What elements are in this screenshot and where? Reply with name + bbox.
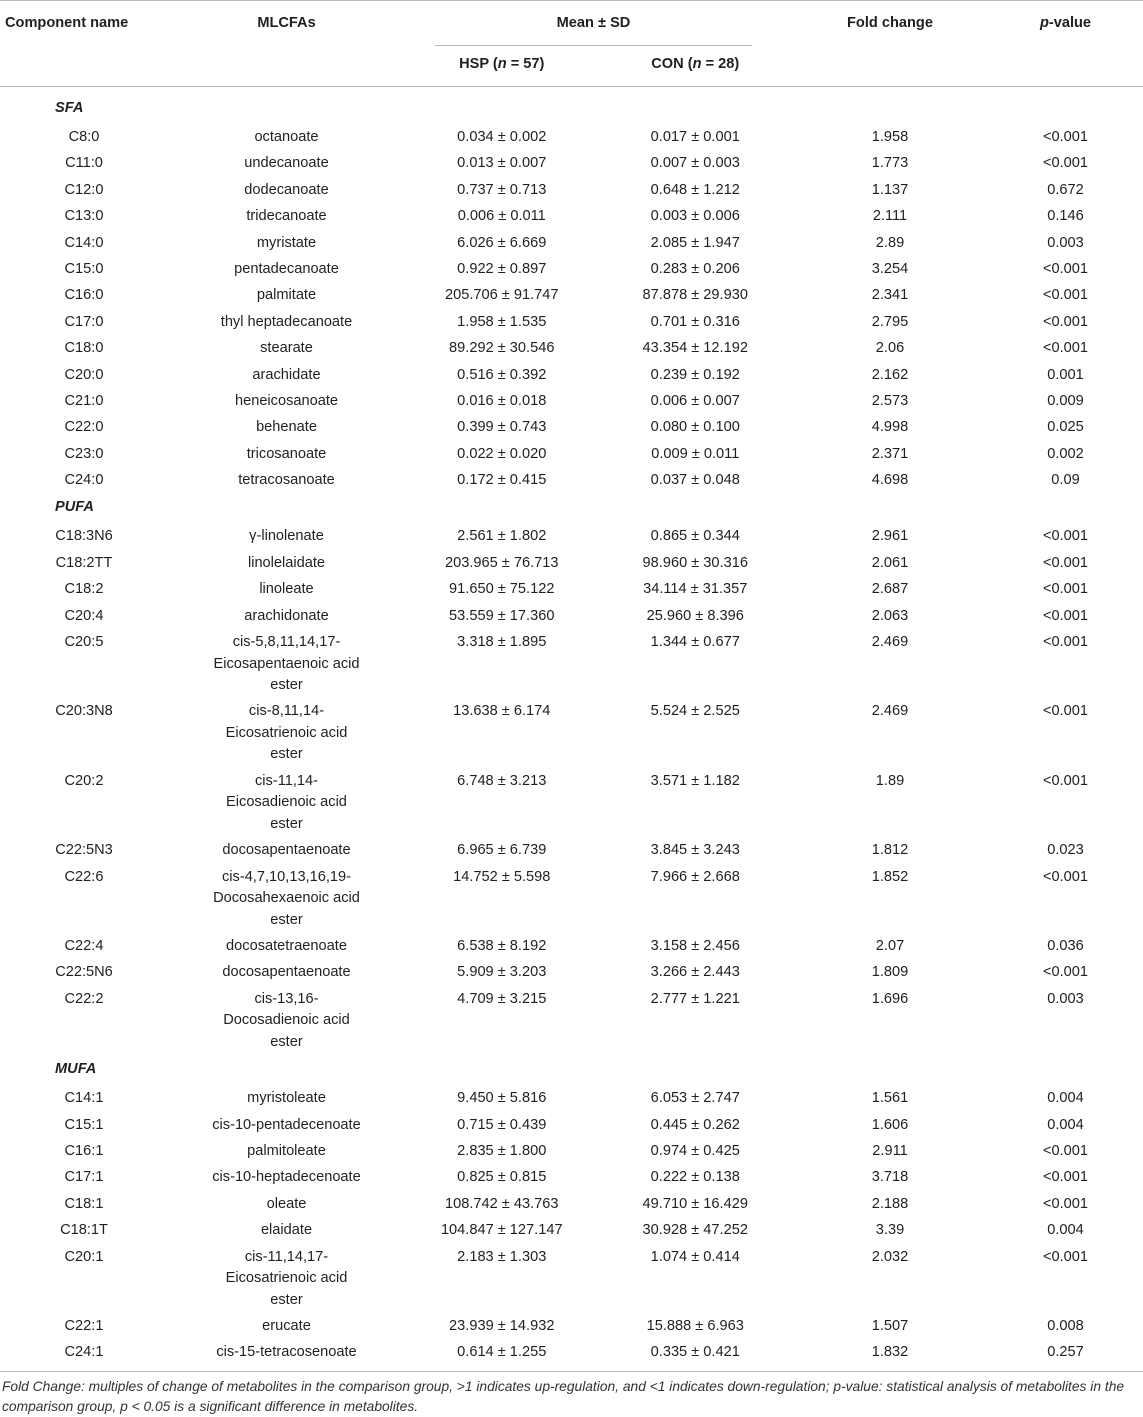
cell-hsp: 0.013 ± 0.007	[457, 155, 547, 172]
cell-fold-change: 1.561	[871, 1090, 909, 1107]
header-component: Component name	[5, 15, 129, 31]
cell-mlcfa: docosapentaenoate	[222, 842, 351, 859]
cell-mlcfa: dodecanoate	[244, 181, 329, 198]
table-row	[0, 413, 1143, 439]
cell-fold-change: 3.254	[871, 260, 909, 277]
cell-con: 0.648 ± 1.212	[650, 181, 740, 198]
table-row	[0, 440, 1143, 466]
cell-con: 34.114 ± 31.357	[643, 581, 748, 598]
cell-con: 0.017 ± 0.001	[650, 129, 740, 145]
cell-p-value: <0.001	[1042, 772, 1089, 789]
cell-component: C18:1T	[60, 1222, 108, 1239]
table-row	[0, 308, 1143, 334]
cell-mlcfa: pentadecanoate	[234, 260, 339, 277]
cell-hsp: 203.965 ± 76.713	[444, 554, 559, 571]
cell-p-value: <0.001	[1042, 528, 1089, 545]
cell-fold-change: 3.718	[871, 1169, 909, 1186]
subheader-row	[0, 46, 1143, 87]
cell-hsp: 2.561 ± 1.802	[457, 528, 547, 545]
cell-fold-change: 1.832	[871, 1344, 909, 1361]
cell-mlcfa: cis-4,7,10,13,16,19- Docosahexaenoic acid ester	[213, 868, 360, 928]
cell-component: C14:1	[64, 1090, 104, 1107]
header-p-value-label: p-value	[1039, 15, 1092, 31]
cell-hsp: 0.614 ± 1.255	[457, 1344, 547, 1361]
cell-component: C18:2TT	[55, 554, 113, 571]
cell-p-value: 0.257	[1047, 1344, 1084, 1361]
cell-p-value: 0.003	[1047, 990, 1084, 1007]
cell-mlcfa: arachidonate	[244, 607, 329, 624]
cell-hsp: 0.006 ± 0.011	[457, 208, 546, 225]
cell-p-value: <0.001	[1042, 607, 1089, 624]
table-row	[0, 1111, 1143, 1137]
cell-con: 25.960 ± 8.396	[646, 607, 744, 624]
cell-component: C11:0	[65, 155, 103, 172]
header-fold-change: Fold change	[847, 15, 933, 31]
cell-hsp: 0.516 ± 0.392	[457, 366, 547, 383]
table-row	[0, 836, 1143, 862]
cell-hsp: 6.026 ± 6.669	[457, 234, 547, 251]
cell-hsp: 0.034 ± 0.002	[457, 129, 547, 145]
cell-mlcfa: cis-8,11,14- Eicosatrienoic acid ester	[225, 703, 348, 763]
cell-component: C14:0	[64, 234, 104, 251]
cell-con: 98.960 ± 30.316	[642, 554, 748, 571]
table-row	[0, 149, 1143, 175]
cell-mlcfa: linoleate	[259, 581, 314, 598]
cell-hsp: 104.847 ± 127.147	[440, 1222, 563, 1239]
cell-con: 0.009 ± 0.011	[651, 445, 740, 462]
cell-con: 49.710 ± 16.429	[642, 1195, 748, 1212]
cell-hsp: 13.638 ± 6.174	[453, 703, 551, 720]
table-row	[0, 1312, 1143, 1338]
cell-con: 2.777 ± 1.221	[650, 990, 740, 1007]
cell-mlcfa: behenate	[256, 419, 317, 436]
cell-mlcfa: palmitate	[256, 287, 317, 304]
cell-hsp: 6.965 ± 6.739	[457, 842, 547, 859]
cell-component: C16:0	[64, 287, 104, 304]
header-mlcfa: MLCFAs	[257, 15, 316, 31]
cell-mlcfa: linolelaidate	[247, 554, 326, 571]
cell-component: C20:5	[64, 634, 104, 651]
cell-p-value: <0.001	[1042, 1169, 1089, 1186]
cell-component: C17:1	[64, 1169, 104, 1186]
cell-fold-change: 1.507	[871, 1317, 909, 1334]
group-row	[0, 87, 1143, 124]
cell-con: 3.571 ± 1.182	[650, 772, 740, 789]
table-row	[0, 522, 1143, 548]
cell-con: 1.344 ± 0.677	[650, 634, 740, 651]
table-row	[0, 1190, 1143, 1216]
cell-hsp: 108.742 ± 43.763	[444, 1195, 559, 1212]
cell-component: C22:5N6	[55, 964, 113, 981]
header-mean-sd-label: Mean ± SD	[556, 15, 631, 31]
cell-mlcfa: octanoate	[254, 129, 319, 145]
cell-p-value: <0.001	[1042, 129, 1089, 145]
cell-mlcfa: palmitoleate	[247, 1142, 326, 1159]
table-row	[0, 932, 1143, 958]
cell-con: 2.085 ± 1.947	[650, 234, 740, 251]
cell-p-value: 0.036	[1047, 937, 1084, 954]
cell-fold-change: 4.698	[871, 472, 909, 489]
cell-p-value: <0.001	[1042, 1142, 1089, 1159]
cell-hsp: 2.835 ± 1.800	[457, 1142, 547, 1159]
cell-component: C18:1	[64, 1195, 104, 1212]
cell-mlcfa: stearate	[260, 340, 313, 357]
cell-fold-change: 2.911	[872, 1142, 908, 1159]
cell-p-value: 0.002	[1047, 445, 1084, 462]
cell-component: C24:0	[64, 472, 104, 489]
cell-p-value: 0.008	[1047, 1317, 1084, 1334]
cell-con: 0.974 ± 0.425	[650, 1142, 740, 1159]
cell-p-value: <0.001	[1042, 554, 1089, 571]
cell-hsp: 0.022 ± 0.020	[457, 445, 547, 462]
cell-component: C17:0	[64, 313, 104, 330]
table-row	[0, 628, 1143, 697]
cell-p-value: 0.025	[1047, 419, 1084, 436]
cell-hsp: 9.450 ± 5.816	[457, 1090, 547, 1107]
cell-con: 0.007 ± 0.003	[650, 155, 740, 172]
cell-con: 87.878 ± 29.930	[642, 287, 748, 304]
mean-sd-rule	[435, 1, 752, 46]
cell-con: 3.158 ± 2.456	[650, 937, 740, 954]
cell-mlcfa: cis-11,14,17- Eicosatrienoic acid ester	[225, 1248, 348, 1308]
header-mean-sd	[405, 1, 792, 47]
cell-con: 0.283 ± 0.206	[650, 260, 740, 277]
cell-fold-change: 2.111	[872, 208, 908, 225]
cell-fold-change: 2.469	[871, 703, 909, 720]
cell-p-value: <0.001	[1042, 1248, 1089, 1265]
cell-p-value: 0.146	[1047, 208, 1084, 225]
cell-con: 7.966 ± 2.668	[650, 868, 740, 885]
cell-fold-change: 4.998	[871, 419, 909, 436]
cell-con: 3.266 ± 2.443	[650, 964, 740, 981]
cell-p-value: 0.009	[1047, 392, 1084, 409]
cell-component: C22:4	[64, 937, 104, 954]
cell-con: 0.222 ± 0.138	[650, 1169, 740, 1186]
cell-mlcfa: cis-11,14- Eicosadienoic acid ester	[226, 772, 347, 832]
group-label: MUFA	[55, 1061, 97, 1078]
table-row	[0, 1137, 1143, 1163]
cell-con: 30.928 ± 47.252	[642, 1222, 748, 1239]
cell-p-value: 0.003	[1047, 234, 1084, 251]
table-row	[0, 767, 1143, 836]
cell-mlcfa: cis-5,8,11,14,17- Eicosapentaenoic acid ester	[213, 634, 360, 694]
group-row	[0, 492, 1143, 522]
cell-con: 0.335 ± 0.421	[650, 1344, 740, 1361]
table-row	[0, 123, 1143, 149]
cell-fold-change: 2.573	[871, 392, 909, 409]
table-body	[0, 87, 1143, 1365]
cell-component: C18:0	[64, 340, 104, 357]
cell-hsp: 4.709 ± 3.215	[457, 990, 547, 1007]
header-row	[0, 1, 1143, 47]
cell-component: C15:0	[64, 260, 104, 277]
header-p-value	[988, 1, 1143, 47]
cell-fold-change: 2.061	[871, 554, 909, 571]
cell-mlcfa: tricosanoate	[246, 445, 327, 462]
cell-p-value: <0.001	[1042, 868, 1089, 885]
cell-component: C22:1	[64, 1317, 104, 1334]
cell-p-value: 0.023	[1047, 842, 1084, 859]
cell-hsp: 0.016 ± 0.018	[457, 392, 547, 409]
cell-p-value: <0.001	[1042, 1195, 1089, 1212]
cell-con: 0.037 ± 0.048	[650, 472, 740, 489]
cell-hsp: 2.183 ± 1.303	[457, 1248, 547, 1265]
cell-p-value: 0.004	[1047, 1116, 1084, 1133]
cell-mlcfa: docosapentaenoate	[222, 964, 351, 981]
cell-con: 1.074 ± 0.414	[650, 1248, 740, 1265]
cell-con: 43.354 ± 12.192	[642, 340, 748, 357]
cell-mlcfa: myristate	[256, 234, 317, 251]
cell-fold-change: 2.795	[871, 313, 909, 330]
cell-p-value: 0.09	[1051, 472, 1080, 489]
cell-con: 0.865 ± 0.344	[650, 528, 740, 545]
cell-hsp: 0.715 ± 0.439	[457, 1116, 547, 1133]
cell-component: C22:6	[64, 868, 104, 885]
cell-fold-change: 2.06	[875, 340, 905, 357]
cell-mlcfa: erucate	[262, 1317, 311, 1334]
table-row	[0, 549, 1143, 575]
cell-fold-change: 2.469	[871, 634, 909, 651]
cell-fold-change: 2.961	[871, 528, 909, 545]
cell-hsp: 14.752 ± 5.598	[453, 868, 551, 885]
cell-con: 5.524 ± 2.525	[650, 703, 740, 720]
cell-mlcfa: myristoleate	[247, 1090, 326, 1107]
cell-component: C8:0	[68, 129, 100, 145]
cell-mlcfa: docosatetraenoate	[226, 937, 347, 954]
cell-fold-change: 1.773	[871, 155, 909, 172]
table-row	[0, 334, 1143, 360]
cell-con: 3.845 ± 3.243	[650, 842, 740, 859]
cell-fold-change: 2.371	[871, 445, 909, 462]
cell-mlcfa: γ-linolenate	[249, 528, 324, 545]
cell-component: C22:0	[64, 419, 104, 436]
cell-mlcfa: thyl heptadecanoate	[220, 313, 353, 330]
group-row	[0, 1054, 1143, 1084]
table-row	[0, 176, 1143, 202]
cell-fold-change: 1.809	[871, 964, 909, 981]
cell-fold-change: 3.39	[875, 1222, 905, 1239]
cell-con: 0.080 ± 0.100	[650, 419, 740, 436]
cell-fold-change: 1.89	[875, 772, 905, 789]
cell-hsp: 6.538 ± 8.192	[457, 937, 547, 954]
cell-fold-change: 2.687	[871, 581, 909, 598]
cell-component: C20:1	[64, 1248, 104, 1265]
cell-mlcfa: cis-10-pentadecenoate	[212, 1116, 361, 1133]
cell-hsp: 6.748 ± 3.213	[457, 772, 547, 789]
table-row	[0, 281, 1143, 307]
cell-hsp: 53.559 ± 17.360	[449, 607, 555, 624]
table-row	[0, 863, 1143, 932]
cell-component: C13:0	[64, 208, 104, 225]
cell-component: C24:1	[64, 1344, 104, 1361]
cell-hsp: 1.958 ± 1.535	[457, 313, 547, 330]
table-row	[0, 466, 1143, 492]
cell-con: 0.445 ± 0.262	[650, 1116, 740, 1133]
table-row	[0, 387, 1143, 413]
cell-p-value: <0.001	[1042, 964, 1089, 981]
cell-component: C22:2	[64, 990, 104, 1007]
cell-component: C23:0	[64, 445, 104, 462]
cell-fold-change: 1.958	[871, 129, 909, 145]
cell-fold-change: 2.188	[871, 1195, 909, 1212]
table-row	[0, 361, 1143, 387]
cell-fold-change: 1.606	[871, 1116, 909, 1133]
table-row	[0, 575, 1143, 601]
cell-fold-change: 1.137	[871, 181, 909, 198]
cell-p-value: <0.001	[1042, 155, 1089, 172]
header-hsp	[405, 46, 599, 87]
cell-p-value: <0.001	[1042, 703, 1089, 720]
cell-p-value: <0.001	[1042, 340, 1089, 357]
cell-mlcfa: arachidate	[252, 366, 321, 383]
cell-fold-change: 1.696	[871, 990, 909, 1007]
header-hsp-label: HSP (n = 57)	[459, 56, 545, 72]
cell-hsp: 3.318 ± 1.895	[457, 634, 547, 651]
cell-p-value: <0.001	[1042, 581, 1089, 598]
cell-con: 0.239 ± 0.192	[650, 366, 740, 383]
cell-hsp: 23.939 ± 14.932	[449, 1317, 555, 1334]
cell-component: C20:2	[64, 772, 104, 789]
cell-con: 0.701 ± 0.316	[650, 313, 740, 330]
cell-hsp: 0.922 ± 0.897	[457, 260, 547, 277]
table-row	[0, 1163, 1143, 1189]
cell-hsp: 5.909 ± 3.203	[457, 964, 547, 981]
table-row	[0, 958, 1143, 984]
table-row	[0, 602, 1143, 628]
group-label: PUFA	[55, 499, 94, 516]
cell-component: C18:3N6	[55, 528, 113, 545]
cell-mlcfa: heneicosanoate	[234, 392, 339, 409]
cell-mlcfa: cis-10-heptadecenoate	[212, 1169, 361, 1186]
cell-component: C12:0	[64, 181, 104, 198]
cell-p-value: 0.004	[1047, 1222, 1084, 1239]
cell-hsp: 91.650 ± 75.122	[449, 581, 555, 598]
cell-mlcfa: cis-13,16- Docosadienoic acid ester	[223, 990, 350, 1050]
cell-component: C16:1	[64, 1142, 104, 1159]
cell-fold-change: 1.852	[871, 868, 909, 885]
group-label: SFA	[55, 100, 84, 116]
cell-component: C21:0	[64, 392, 104, 409]
table-row	[0, 229, 1143, 255]
cell-hsp: 0.399 ± 0.743	[457, 419, 547, 436]
table-row	[0, 1084, 1143, 1110]
cell-p-value: 0.004	[1047, 1090, 1084, 1107]
table-row	[0, 202, 1143, 228]
cell-p-value: <0.001	[1042, 260, 1089, 277]
table-row	[0, 1216, 1143, 1242]
table-row	[0, 697, 1143, 766]
table-row	[0, 1338, 1143, 1364]
cell-hsp: 205.706 ± 91.747	[444, 287, 559, 304]
cell-component: C15:1	[64, 1116, 104, 1133]
cell-fold-change: 2.07	[875, 937, 905, 954]
cell-p-value: <0.001	[1042, 313, 1089, 330]
cell-hsp: 0.825 ± 0.815	[457, 1169, 547, 1186]
cell-mlcfa: oleate	[266, 1195, 307, 1212]
cell-component: C20:4	[64, 607, 104, 624]
cell-fold-change: 2.162	[871, 366, 909, 383]
cell-con: 15.888 ± 6.963	[646, 1317, 744, 1334]
cell-fold-change: 2.89	[875, 234, 905, 251]
cell-con: 0.006 ± 0.007	[650, 392, 740, 409]
cell-fold-change: 2.341	[871, 287, 909, 304]
cell-p-value: <0.001	[1042, 634, 1089, 651]
cell-con: 0.003 ± 0.006	[650, 208, 740, 225]
cell-p-value: <0.001	[1042, 287, 1089, 304]
cell-fold-change: 2.032	[871, 1248, 909, 1265]
table-row	[0, 985, 1143, 1054]
table-footnote: Fold Change: multiples of change of metabolites in the comparison group, >1 indicates up-regulation, and <1 indicates down-regulation; p-value: statistical analysis of metabolites in the comparison group, p < 0.05 is a significant difference in metabolites.	[0, 1371, 1143, 1417]
header-con-label: CON (n = 28)	[651, 56, 740, 72]
cell-mlcfa: undecanoate	[244, 155, 329, 172]
cell-p-value: 0.672	[1047, 181, 1084, 198]
table-row	[0, 1243, 1143, 1312]
cell-hsp: 0.737 ± 0.713	[457, 181, 547, 198]
table-row	[0, 255, 1143, 281]
cell-component: C22:5N3	[55, 842, 113, 859]
cell-component: C18:2	[64, 581, 104, 598]
cell-mlcfa: tridecanoate	[246, 208, 327, 225]
cell-p-value: 0.001	[1047, 366, 1084, 383]
cell-mlcfa: cis-15-tetracosenoate	[216, 1344, 357, 1361]
cell-hsp: 89.292 ± 30.546	[449, 340, 555, 357]
header-con	[599, 46, 793, 87]
cell-con: 6.053 ± 2.747	[650, 1090, 740, 1107]
cell-mlcfa: elaidate	[260, 1222, 313, 1239]
cell-component: C20:3N8	[55, 703, 113, 720]
cell-fold-change: 1.812	[871, 842, 909, 859]
cell-component: C20:0	[64, 366, 104, 383]
cell-hsp: 0.172 ± 0.415	[457, 472, 547, 489]
cell-fold-change: 2.063	[871, 607, 909, 624]
cell-mlcfa: tetracosanoate	[238, 472, 335, 489]
